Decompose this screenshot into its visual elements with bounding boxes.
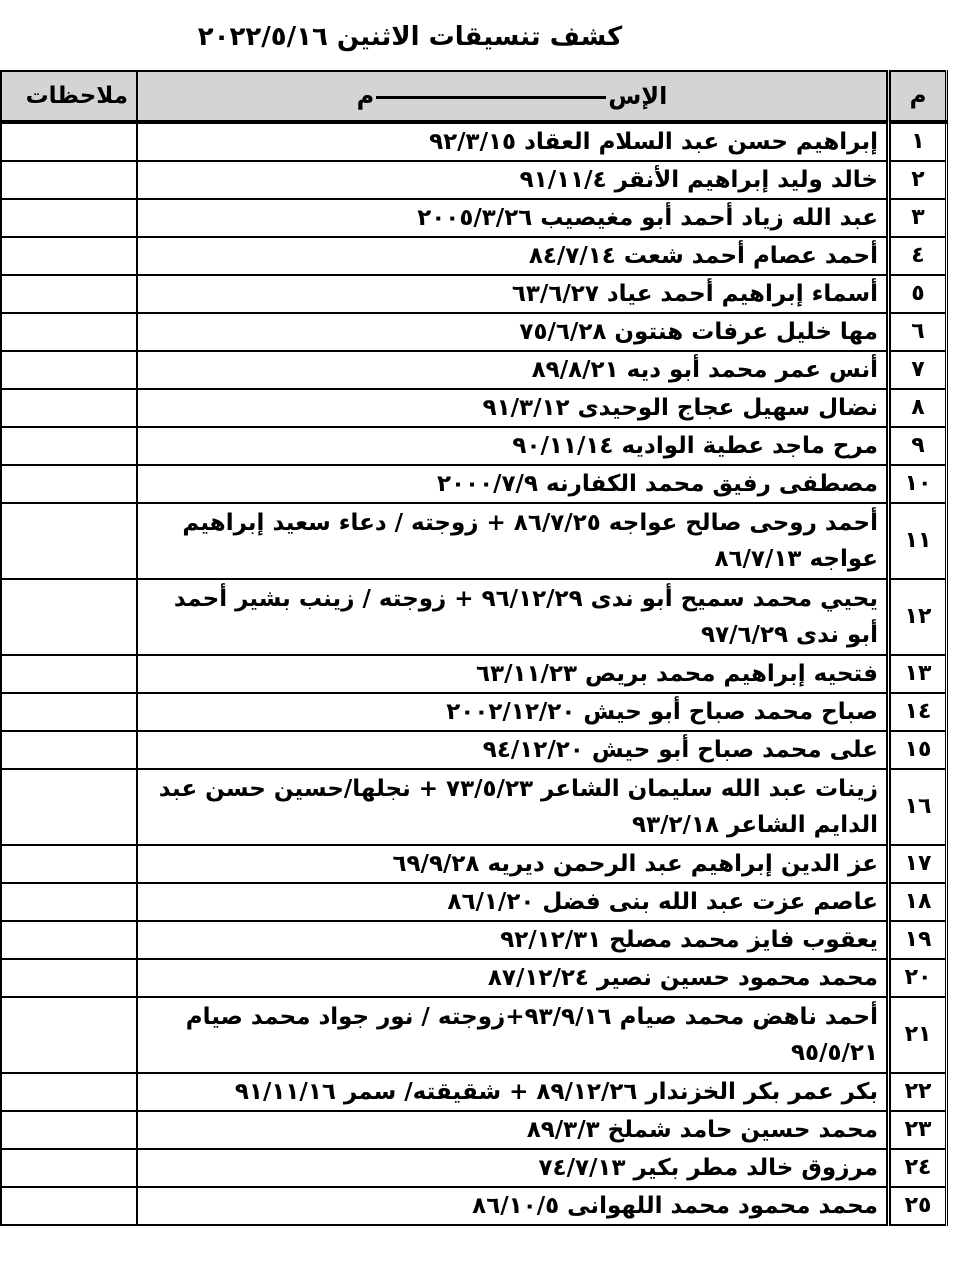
table-row (1, 921, 947, 959)
row-number-cell: ٢٠ (889, 959, 947, 997)
row-name-cell: أحمد عصام أحمد شعت ٨٤/٧/١٤ (137, 237, 889, 275)
row-notes-cell (1, 769, 137, 845)
row-number-cell: ٢١ (889, 997, 947, 1073)
row-number-cell: ١٥ (889, 731, 947, 769)
table-row (1, 389, 947, 427)
row-number-cell: ٢٣ (889, 1111, 947, 1149)
row-notes-cell (1, 959, 137, 997)
row-name-cell: زينات عبد الله سليمان الشاعر ٧٣/٥/٢٣ + نجلها/حسين حسن عبد الدايم الشاعر ٩٣/٢/١٨ (137, 769, 889, 845)
row-name-cell: خالد وليد إبراهيم الأنقر ٩١/١١/٤ (137, 161, 889, 199)
row-number-cell: ٧ (889, 351, 947, 389)
row-number-cell: ١٨ (889, 883, 947, 921)
row-name-cell: أسماء إبراهيم أحمد عياد ٦٣/٦/٢٧ (137, 275, 889, 313)
row-number-cell: ٢٤ (889, 1149, 947, 1187)
table-row (1, 959, 947, 997)
row-number-cell: ٢٢ (889, 1073, 947, 1111)
row-notes-cell (1, 883, 137, 921)
row-notes-cell (1, 655, 137, 693)
name-header-start: الإس (608, 82, 668, 110)
table-row (1, 655, 947, 693)
row-notes-cell (1, 1149, 137, 1187)
table-row (1, 997, 947, 1073)
header-row (1, 71, 947, 122)
row-number-cell: ٨ (889, 389, 947, 427)
row-name-cell: مها خليل عرفات هنتون ٧٥/٦/٢٨ (137, 313, 889, 351)
row-notes-cell (1, 465, 137, 503)
row-name-cell: على محمد صباح أبو حيش ٩٤/١٢/٢٠ (137, 731, 889, 769)
row-name-cell: مصطفى رفيق محمد الكفارنه ٢٠٠٠/٧/٩ (137, 465, 889, 503)
row-name-cell: مرزوق خالد مطر بكير ٧٤/٧/١٣ (137, 1149, 889, 1187)
row-notes-cell (1, 579, 137, 655)
row-notes-cell (1, 1187, 137, 1225)
row-notes-cell (1, 199, 137, 237)
table-row (1, 845, 947, 883)
row-number-cell: ١٧ (889, 845, 947, 883)
table-row (1, 579, 947, 655)
table-row (1, 427, 947, 465)
row-notes-cell (1, 237, 137, 275)
row-notes-cell (1, 921, 137, 959)
row-name-cell: محمد محمود محمد اللهوانى ٨٦/١٠/٥ (137, 1187, 889, 1225)
row-notes-cell (1, 161, 137, 199)
row-notes-cell (1, 275, 137, 313)
row-notes-cell (1, 351, 137, 389)
row-name-cell: أنس عمر محمد أبو ديه ٨٩/٨/٢١ (137, 351, 889, 389)
table-row (1, 351, 947, 389)
name-header-kashida-line (376, 96, 606, 99)
table-row (1, 313, 947, 351)
row-number-cell: ٢ (889, 161, 947, 199)
row-name-cell: محمد حسين حامد شملخ ٨٩/٣/٣ (137, 1111, 889, 1149)
table-row (1, 237, 947, 275)
row-notes-cell (1, 389, 137, 427)
row-notes-cell (1, 693, 137, 731)
row-notes-cell (1, 1111, 137, 1149)
row-name-cell: عبد الله زياد أحمد أبو مغيصيب ٢٠٠٥/٣/٢٦ (137, 199, 889, 237)
name-header-label (357, 82, 668, 110)
table-row (1, 1187, 947, 1225)
row-number-cell: ١٠ (889, 465, 947, 503)
row-number-cell: ٦ (889, 313, 947, 351)
table-row (1, 275, 947, 313)
row-number-cell: ٤ (889, 237, 947, 275)
row-name-cell: محمد محمود حسين نصير ٨٧/١٢/٢٤ (137, 959, 889, 997)
document-title: كشف تنسيقات الاثنين ٢٠٢٢/٥/١٦ (197, 22, 623, 52)
row-number-cell: ٣ (889, 199, 947, 237)
row-name-cell: عز الدين إبراهيم عبد الرحمن ديريه ٦٩/٩/٢٨ (137, 845, 889, 883)
table-header (1, 71, 947, 122)
table-row (1, 161, 947, 199)
row-number-cell: ٥ (889, 275, 947, 313)
row-notes-cell (1, 731, 137, 769)
row-notes-cell (1, 427, 137, 465)
row-name-cell: نضال سهيل عجاج الوحيدى ٩١/٣/١٢ (137, 389, 889, 427)
row-number-cell: ١٩ (889, 921, 947, 959)
table-row (1, 465, 947, 503)
table-row (1, 693, 947, 731)
row-number-cell: ١١ (889, 503, 947, 579)
row-number-cell: ١ (889, 122, 947, 161)
table-body (1, 122, 947, 1225)
table-row (1, 1111, 947, 1149)
row-name-cell: مرح ماجد عطية الواديه ٩٠/١١/١٤ (137, 427, 889, 465)
row-number-cell: ٢٥ (889, 1187, 947, 1225)
row-name-cell: أحمد روحى صالح عواجه ٨٦/٧/٢٥ + زوجته / دعاء سعيد إبراهيم عواجه ٨٦/٧/١٣ (137, 503, 889, 579)
number-column-header: م (889, 71, 947, 122)
notes-column-header: ملاحظات (1, 71, 137, 122)
row-name-cell: فتحيه إبراهيم محمد بريص ٦٣/١١/٢٣ (137, 655, 889, 693)
table-row (1, 122, 947, 161)
row-number-cell: ٩ (889, 427, 947, 465)
row-name-cell: صباح محمد صباح أبو حيش ٢٠٠٢/١٢/٢٠ (137, 693, 889, 731)
row-notes-cell (1, 1073, 137, 1111)
row-number-cell: ١٢ (889, 579, 947, 655)
names-table (0, 70, 948, 1226)
table-row (1, 1149, 947, 1187)
row-number-cell: ١٤ (889, 693, 947, 731)
row-number-cell: ١٦ (889, 769, 947, 845)
table-row (1, 1073, 947, 1111)
table-row (1, 769, 947, 845)
row-name-cell: إبراهيم حسن عبد السلام العقاد ٩٢/٣/١٥ (137, 122, 889, 161)
row-notes-cell (1, 845, 137, 883)
table-row (1, 503, 947, 579)
table-row (1, 883, 947, 921)
name-header-end: م (356, 82, 375, 110)
row-name-cell: بكر عمر بكر الخزندار ٨٩/١٢/٢٦ + شقيقته/ سمر ٩١/١١/١٦ (137, 1073, 889, 1111)
row-notes-cell (1, 122, 137, 161)
name-column-header (137, 71, 889, 122)
row-name-cell: يحيي محمد سميح أبو ندى ٩٦/١٢/٢٩ + زوجته / زينب بشير أحمد أبو ندى ٩٧/٦/٢٩ (137, 579, 889, 655)
row-name-cell: أحمد ناهض محمد صيام ٩٣/٩/١٦+زوجته / نور جواد محمد صيام ٩٥/٥/٢١ (137, 997, 889, 1073)
row-number-cell: ١٣ (889, 655, 947, 693)
row-notes-cell (1, 997, 137, 1073)
table-row (1, 731, 947, 769)
row-notes-cell (1, 503, 137, 579)
row-name-cell: عاصم عزت عبد الله بنى فضل ٨٦/١/٢٠ (137, 883, 889, 921)
table-row (1, 199, 947, 237)
row-name-cell: يعقوب فايز محمد مصلح ٩٢/١٢/٣١ (137, 921, 889, 959)
row-notes-cell (1, 313, 137, 351)
